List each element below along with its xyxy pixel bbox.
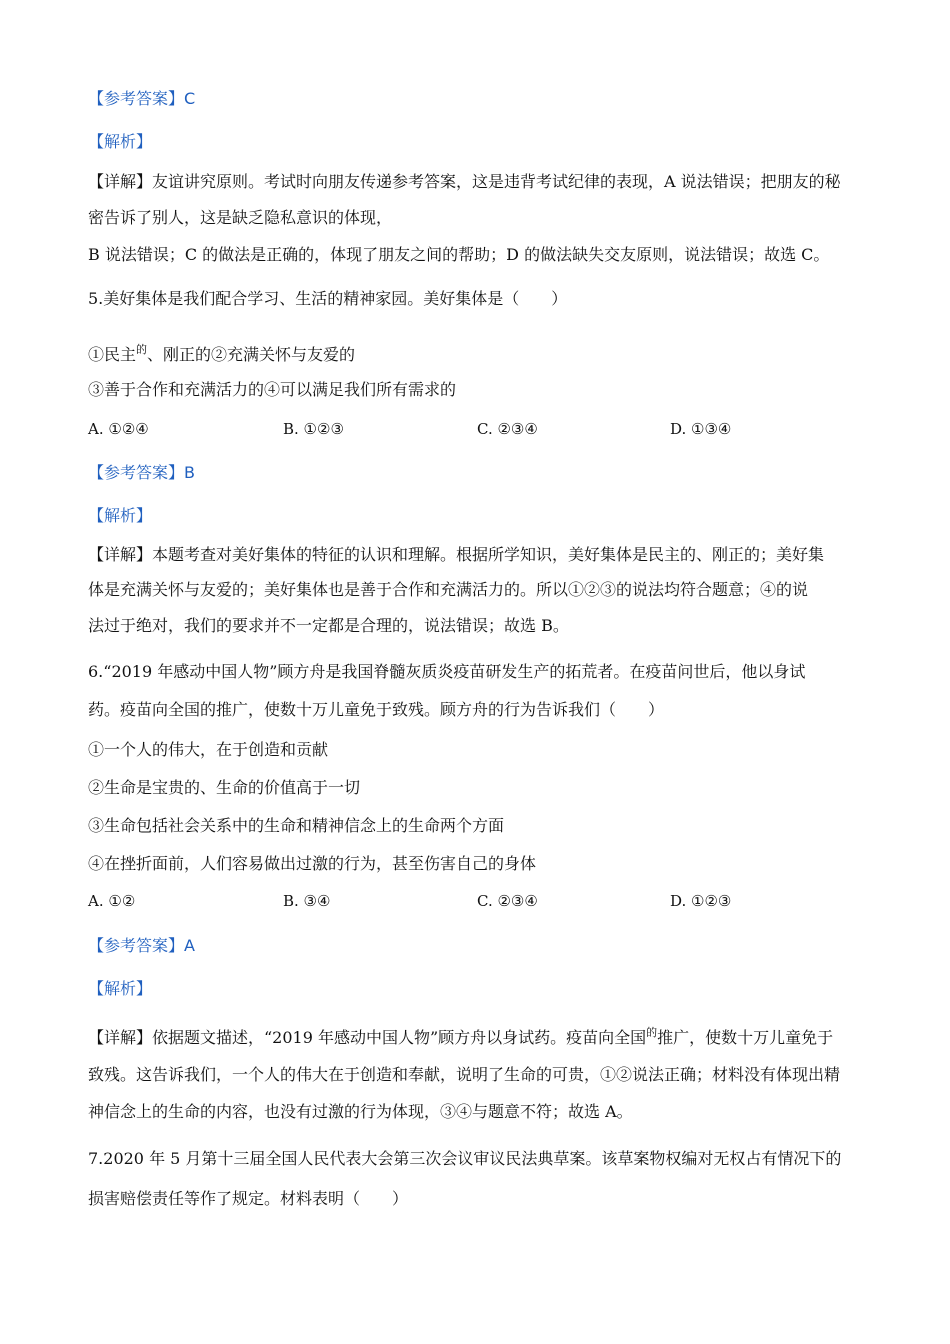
q5-option-d: D. ①③④ — [670, 420, 732, 438]
answer-value: A — [184, 936, 195, 955]
q5-stem: 5.美好集体是我们配合学习、生活的精神家园。美好集体是（ ） — [88, 289, 568, 308]
q6-stem-line: 6.“2019 年感动中国人物”顾方舟是我国脊髓灰质炎疫苗研发生产的拓荒者。在疫苗问世后，他以身试 — [88, 662, 806, 681]
q6-option-d: D. ①②③ — [670, 892, 732, 910]
q5-detail-line: 法过于绝对，我们的要求并不一定都是合理的，说法错误；故选 B。 — [88, 616, 569, 635]
q4-detail-line: 密告诉了别人，这是缺乏隐私意识的体现， — [88, 208, 393, 227]
q5-option-a: A. ①②④ — [88, 420, 149, 438]
q4-analysis-label: 【解析】 — [88, 132, 153, 151]
answer-label: 【参考答案】 — [88, 936, 185, 955]
q5-analysis-label: 【解析】 — [88, 506, 153, 525]
q7-stem-line: 损害赔偿责任等作了规定。材料表明（ ） — [88, 1189, 409, 1208]
q6-detail-sup: 的 — [646, 1026, 658, 1039]
q6-answer — [88, 934, 195, 958]
q4-detail-line: 【详解】友谊讲究原则。考试时向朋友传递参考答案，这是违背考试纪律的表现，A 说法错误；把朋友的秘 — [88, 172, 841, 191]
q6-detail-line: 致残。这告诉我们，一个人的伟大在于创造和奉献，说明了生命的可贵，①②说法正确；材料没有体现出精 — [88, 1065, 841, 1084]
answer-label: 【参考答案】 — [88, 463, 185, 482]
q6-stem-line: 药。疫苗向全国的推广，使数十万儿童免于致残。顾方舟的行为告诉我们（ ） — [88, 700, 665, 719]
q4-detail-line: B 说法错误；C 的做法是正确的，体现了朋友之间的帮助；D 的做法缺失交友原则，说法错误；故选 C。 — [88, 245, 830, 264]
q5-item: ③善于合作和充满活力的④可以满足我们所有需求的 — [88, 380, 457, 399]
q6-option-a: A. ①② — [88, 892, 136, 910]
q7-stem-line: 7.2020 年 5 月第十三届全国人民代表大会第三次会议审议民法典草案。该草案物权编对无权占有情况下的 — [88, 1149, 842, 1168]
q6-analysis-label: 【解析】 — [88, 979, 153, 998]
q5-item-text: ①民主 — [88, 345, 137, 364]
q6-option-b: B. ③④ — [283, 892, 331, 910]
q5-item — [88, 338, 355, 367]
q5-option-c: C. ②③④ — [477, 420, 538, 438]
q6-option-c: C. ②③④ — [477, 892, 538, 910]
q6-detail-line — [88, 1021, 833, 1050]
q6-item: ①一个人的伟大，在于创造和贡献 — [88, 740, 329, 759]
answer-value: B — [184, 463, 195, 482]
answer-label: 【参考答案】 — [88, 89, 185, 108]
q5-item-text: 、刚正的②充满关怀与友爱的 — [147, 345, 356, 364]
q6-detail-text: 推广，使数十万儿童免于 — [657, 1028, 834, 1047]
q5-option-b: B. ①②③ — [283, 420, 344, 438]
q5-detail-line: 体是充满关怀与友爱的；美好集体也是善于合作和充满活力的。所以①②③的说法均符合题意；④的说 — [88, 580, 809, 599]
q6-detail-text: 【详解】依据题文描述，“2019 年感动中国人物”顾方舟以身试药。疫苗向全国 — [88, 1028, 647, 1047]
q5-detail-line: 【详解】本题考查对美好集体的特征的认识和理解。根据所学知识，美好集体是民主的、刚正的；美好集 — [88, 545, 825, 564]
q5-answer — [88, 461, 195, 485]
q6-item: ②生命是宝贵的、生命的价值高于一切 — [88, 778, 361, 797]
q4-answer — [88, 87, 195, 111]
q5-item-sup: 的 — [136, 343, 148, 356]
q6-detail-line: 神信念上的生命的内容，也没有过激的行为体现，③④与题意不符；故选 A。 — [88, 1102, 633, 1121]
q6-item: ④在挫折面前，人们容易做出过激的行为，甚至伤害自己的身体 — [88, 854, 537, 873]
answer-value: C — [184, 89, 196, 108]
q6-item: ③生命包括社会关系中的生命和精神信念上的生命两个方面 — [88, 816, 505, 835]
